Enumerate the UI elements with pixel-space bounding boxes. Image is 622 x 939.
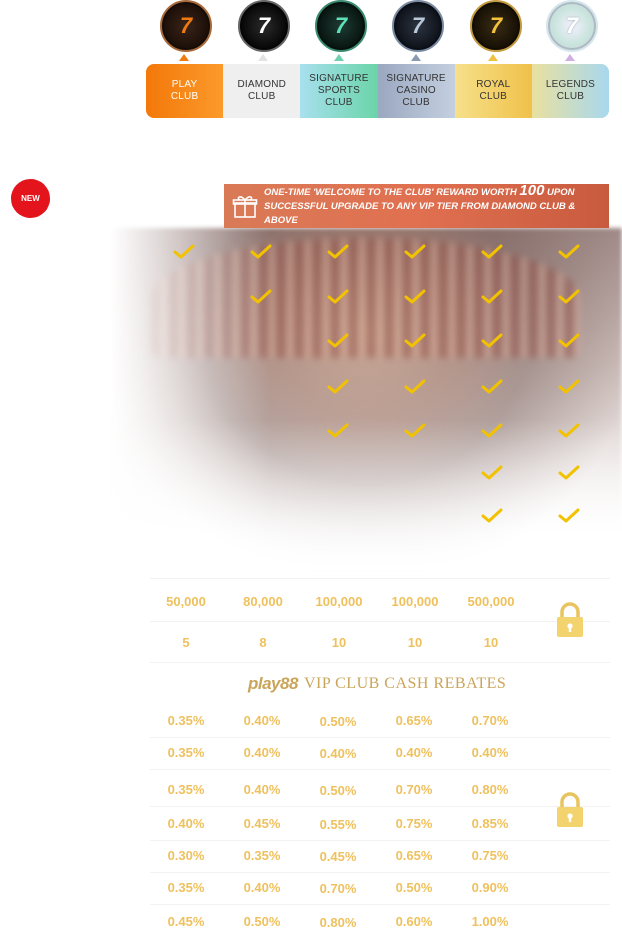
divider [150,621,610,622]
checkmark-icon [404,289,426,305]
requirement-value: 100,000 [315,594,363,609]
rebate-value: 0.35% [167,880,205,895]
rebate-value: 0.40% [471,745,509,760]
rebate-value: 0.50% [319,783,357,798]
divider [150,662,610,663]
rebate-value: 0.50% [243,914,281,929]
checkmark-icon [327,333,349,349]
rebate-value: 0.40% [243,713,281,728]
new-badge-label: NEW [21,194,40,203]
welcome-reward-banner [224,184,609,228]
rebate-value: 0.70% [395,782,433,797]
divider [150,806,610,807]
checkmark-icon [558,423,580,439]
play-club-icon[interactable]: 7 [160,0,212,52]
rebate-value: 0.50% [395,880,433,895]
promo-text-a: ONE-TIME 'WELCOME TO THE CLUB' REWARD WORTH [264,187,520,198]
checkmark-icon [481,333,503,349]
rebate-value: 0.40% [319,746,357,761]
divider [150,872,610,873]
rebate-value: 0.50% [319,714,357,729]
checkmark-icon [404,423,426,439]
tier-pointer [411,54,421,61]
tier-diamond-club[interactable]: DIAMOND CLUB [223,64,300,118]
checkmark-icon [481,379,503,395]
tier-signature-casino-club[interactable]: SIGNATURE CASINO CLUB [378,64,455,118]
tier-pointer [258,54,268,61]
rebate-value: 0.90% [471,880,509,895]
rebate-value: 0.75% [395,816,433,831]
checkmark-icon [404,244,426,260]
rebate-value: 0.45% [243,816,281,831]
requirement-value: 80,000 [243,594,283,609]
rebate-value: 0.40% [243,782,281,797]
checkmark-icon [481,508,503,524]
checkmark-icon [558,508,580,524]
gift-icon [232,193,258,219]
checkmark-icon [404,333,426,349]
checkmark-icon [327,289,349,305]
diamond-club-icon[interactable]: 7 [238,0,290,52]
checkmark-icon [404,379,426,395]
tier-icons [146,0,610,64]
checkmark-icon [173,244,195,260]
rebate-title-text: VIP CLUB CASH REBATES [303,675,507,692]
legends-club-icon[interactable]: 7 [546,0,598,52]
rebate-value: 0.35% [167,713,205,728]
rebate-value: 0.80% [319,915,357,930]
divider [150,840,610,841]
divider [150,769,610,770]
royal-club-icon[interactable]: 7 [470,0,522,52]
checkmark-icon [250,289,272,305]
divider [150,737,610,738]
tier-pointer [565,54,575,61]
tier-pointer [488,54,498,61]
rebate-value: 0.40% [243,880,281,895]
requirement-value: 50,000 [166,594,206,609]
rebate-value: 0.35% [243,848,281,863]
checkmark-icon [327,423,349,439]
checkmark-icon [327,244,349,260]
checkmark-icon [327,379,349,395]
signature-casino-club-icon[interactable]: 7 [392,0,444,52]
checkmark-icon [558,333,580,349]
tier-pointer [334,54,344,61]
promo-amount: 100 [519,182,545,199]
requirement-count: 8 [259,635,267,650]
lock-icon [555,792,585,828]
requirement-count: 10 [407,635,423,650]
tier-pointer [179,54,189,61]
tier-play-club[interactable]: PLAY CLUB [146,64,223,118]
rebate-value: 0.35% [167,782,205,797]
checkmark-icon [558,465,580,481]
background-fade [110,420,622,570]
requirement-value: 100,000 [391,594,439,609]
tier-royal-club[interactable]: ROYAL CLUB [455,64,532,118]
rebate-value: 0.55% [319,817,357,832]
checkmark-icon [481,244,503,260]
checkmark-icon [558,289,580,305]
checkmark-icon [481,465,503,481]
requirement-count: 10 [483,635,499,650]
rebate-value: 0.45% [319,849,357,864]
rebate-value: 0.70% [471,713,509,728]
signature-sports-club-icon[interactable]: 7 [315,0,367,52]
tier-bar [146,64,609,118]
checkmark-icon [481,289,503,305]
rebate-value: 0.85% [471,816,509,831]
divider [150,904,610,905]
promo-line2: SUCCESSFUL UPGRADE TO ANY VIP TIER FROM DIAMOND CLUB & ABOVE [264,201,576,226]
rebate-value: 1.00% [471,914,509,929]
rebate-value: 0.35% [167,745,205,760]
requirement-count: 10 [331,635,347,650]
tier-signature-sports-club[interactable]: SIGNATURE SPORTS CLUB [300,64,377,118]
rebate-value: 0.40% [243,745,281,760]
checkmark-icon [558,244,580,260]
play88-logo: play88 [248,674,298,693]
divider [150,578,610,579]
promo-text [264,184,609,228]
promo-text-b: UPON [544,187,575,198]
rebate-value: 0.65% [395,848,433,863]
rebate-value: 0.30% [167,848,205,863]
rebate-value: 0.60% [395,914,433,929]
checkmark-icon [250,244,272,260]
rebate-value: 0.40% [395,745,433,760]
new-badge [14,182,47,215]
rebate-value: 0.75% [471,848,509,863]
lock-icon [555,602,585,638]
rebate-section-title [248,672,518,696]
rebate-value: 0.65% [395,713,433,728]
tier-legends-club[interactable]: LEGENDS CLUB [532,64,609,118]
requirement-count: 5 [182,635,190,650]
checkmark-icon [481,423,503,439]
rebate-value: 0.80% [471,782,509,797]
rebate-value: 0.40% [167,816,205,831]
rebate-value: 0.45% [167,914,205,929]
checkmark-icon [558,379,580,395]
requirement-value: 500,000 [467,594,515,609]
rebate-value: 0.70% [319,881,357,896]
